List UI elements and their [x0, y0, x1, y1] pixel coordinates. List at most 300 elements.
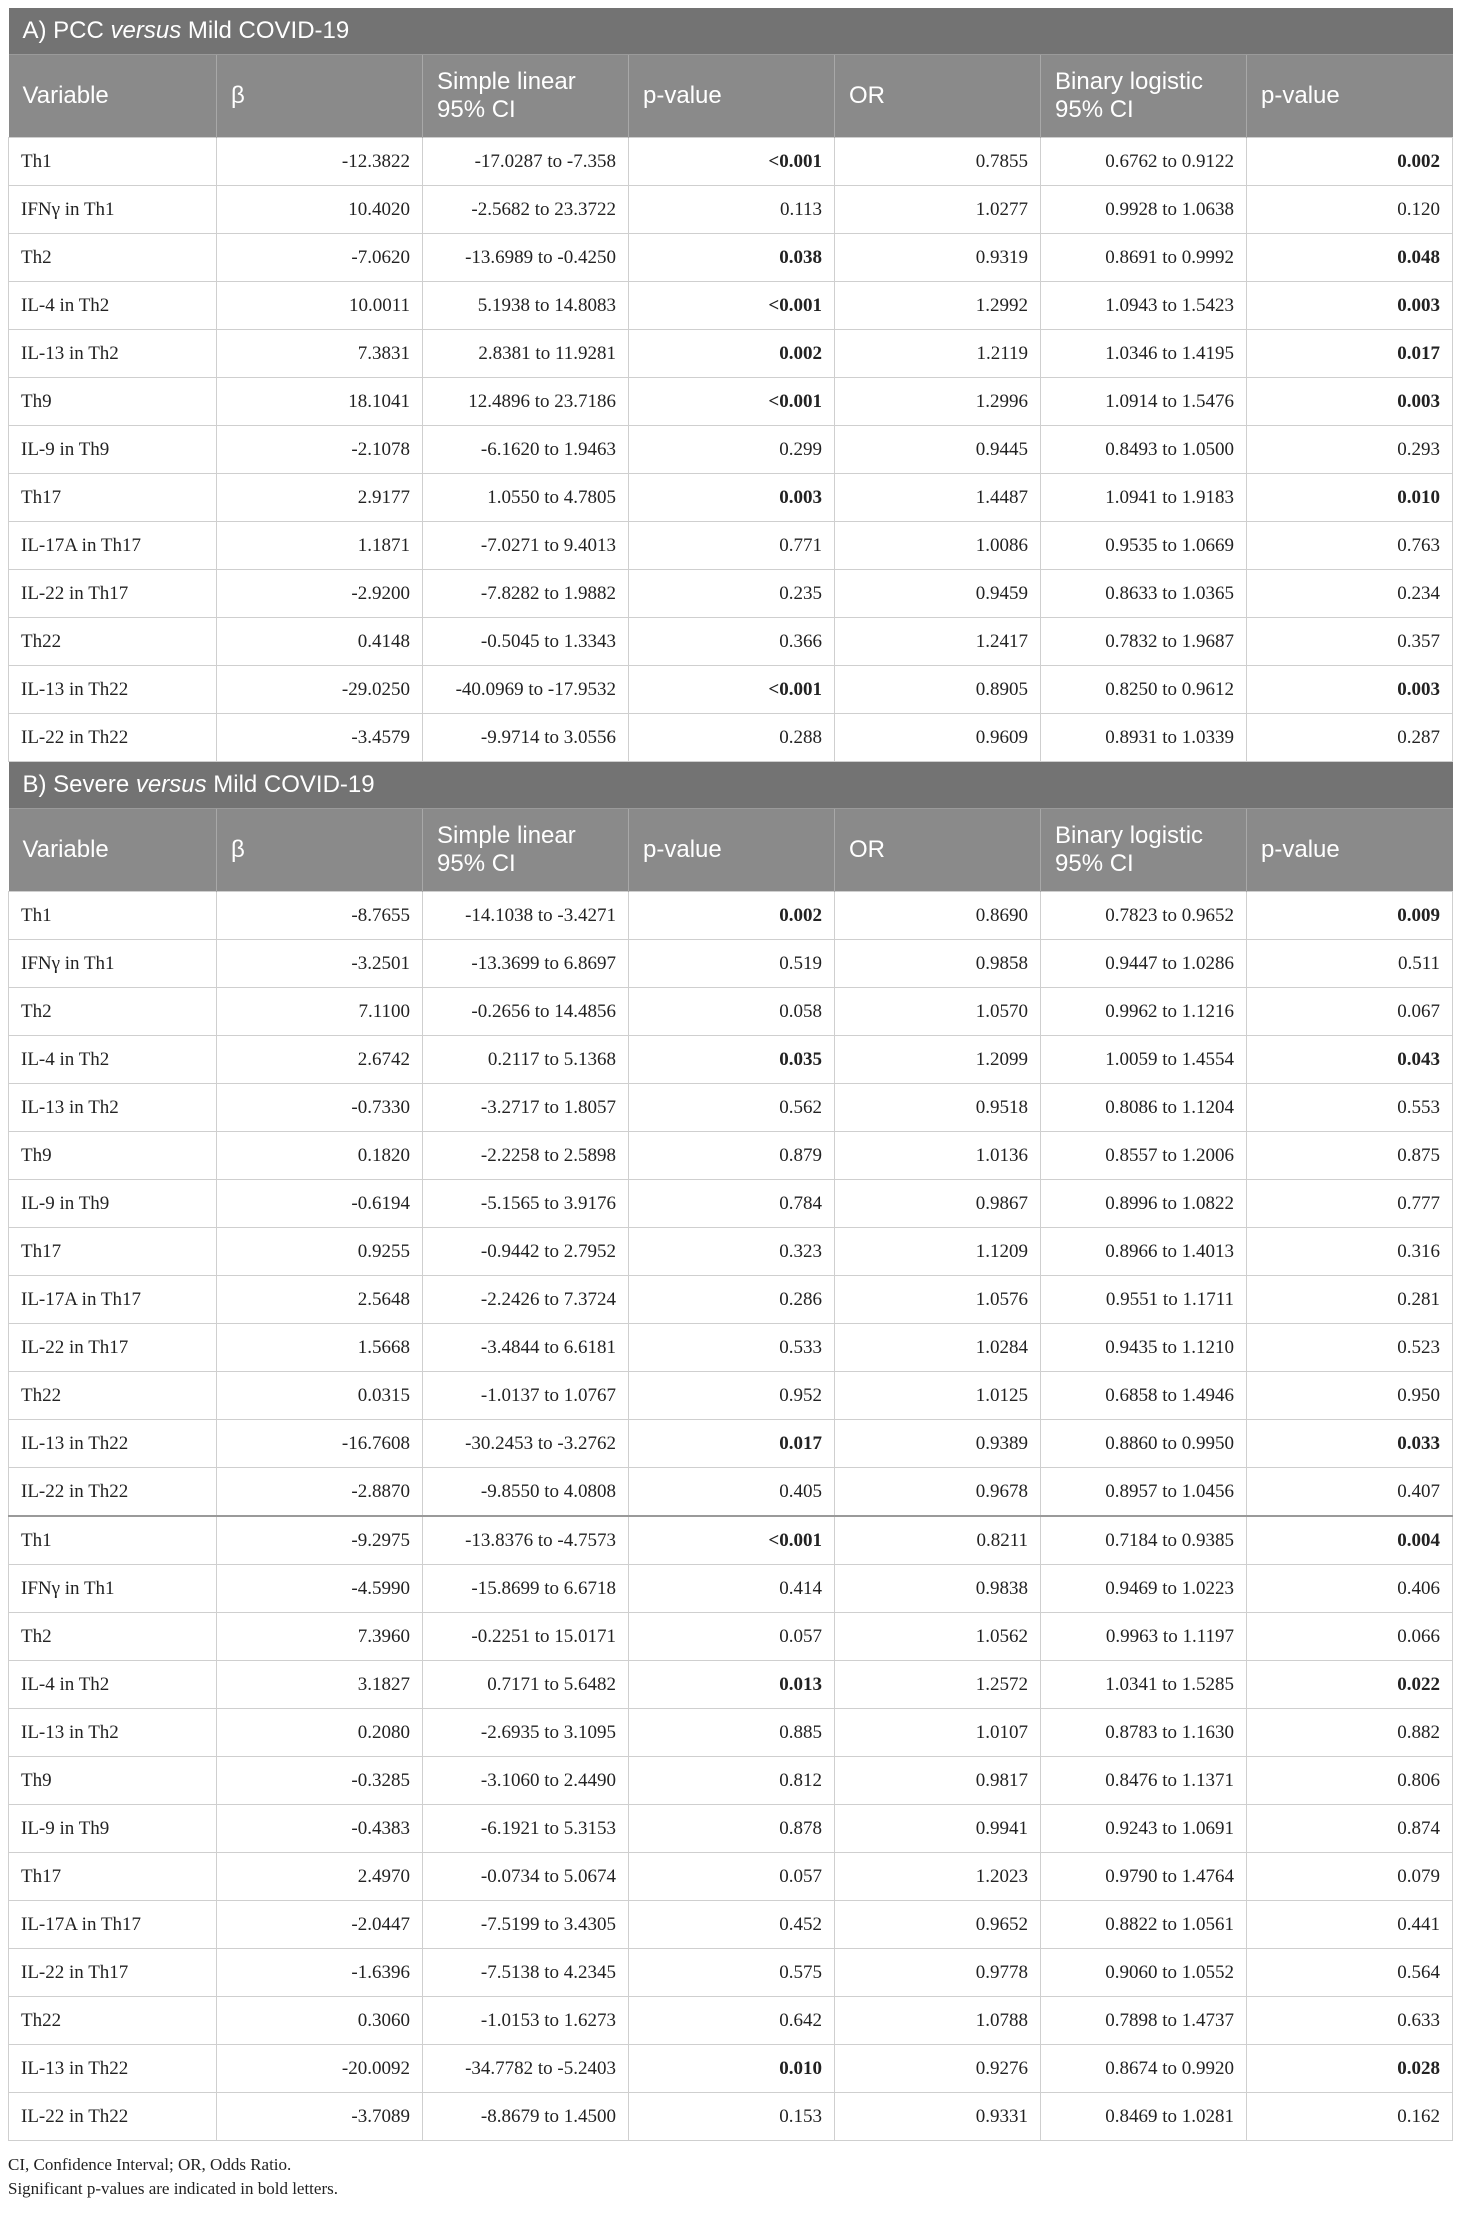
cell-odds-ratio: 0.9331 [835, 2093, 1041, 2141]
cell-variable: Th1 [9, 1516, 217, 1565]
cell-logistic-p: 0.028 [1247, 2045, 1453, 2093]
cell-odds-ratio: 0.9678 [835, 1468, 1041, 1517]
table-row [9, 1661, 1453, 1709]
cell-odds-ratio: 0.8690 [835, 892, 1041, 940]
cell-odds-ratio: 1.2992 [835, 282, 1041, 330]
cell-linear-ci: -13.3699 to 6.8697 [423, 940, 629, 988]
cell-odds-ratio: 1.2417 [835, 618, 1041, 666]
section-title-emphasis: versus [135, 771, 207, 798]
cell-odds-ratio: 1.0576 [835, 1276, 1041, 1324]
cell-beta: 10.0011 [217, 282, 423, 330]
cell-odds-ratio: 0.9609 [835, 714, 1041, 762]
table-row [9, 1372, 1453, 1420]
cell-logistic-p: 0.017 [1247, 330, 1453, 378]
cell-variable: Th22 [9, 1372, 217, 1420]
cell-logistic-p: 0.874 [1247, 1805, 1453, 1853]
cell-beta: -2.8870 [217, 1468, 423, 1517]
cell-beta: 7.3960 [217, 1613, 423, 1661]
cell-linear-p: 0.323 [629, 1228, 835, 1276]
cell-logistic-ci: 0.8476 to 1.1371 [1041, 1757, 1247, 1805]
cell-linear-p: 0.519 [629, 940, 835, 988]
cell-linear-ci: -2.2426 to 7.3724 [423, 1276, 629, 1324]
column-header-logistic-p: p-value [1247, 55, 1453, 138]
cell-logistic-ci: 0.6858 to 1.4946 [1041, 1372, 1247, 1420]
cell-beta: -2.0447 [217, 1901, 423, 1949]
table-row [9, 1565, 1453, 1613]
column-header-logistic-p: p-value [1247, 809, 1453, 892]
cell-logistic-p: 0.003 [1247, 378, 1453, 426]
cell-logistic-ci: 0.8633 to 1.0365 [1041, 570, 1247, 618]
cell-linear-ci: -1.0153 to 1.6273 [423, 1997, 629, 2045]
cell-logistic-ci: 0.9060 to 1.0552 [1041, 1949, 1247, 1997]
cell-linear-p: 0.017 [629, 1420, 835, 1468]
cell-odds-ratio: 1.2996 [835, 378, 1041, 426]
section-title-prefix: B) Severe [22, 771, 136, 798]
cell-odds-ratio: 1.0788 [835, 1997, 1041, 2045]
cell-beta: -3.7089 [217, 2093, 423, 2141]
cell-linear-ci: -14.1038 to -3.4271 [423, 892, 629, 940]
cell-logistic-p: 0.234 [1247, 570, 1453, 618]
cell-odds-ratio: 0.7855 [835, 138, 1041, 186]
cell-beta: 0.1820 [217, 1132, 423, 1180]
cell-linear-ci: -2.2258 to 2.5898 [423, 1132, 629, 1180]
cell-beta: 7.3831 [217, 330, 423, 378]
table-row [9, 1420, 1453, 1468]
cell-beta: 1.5668 [217, 1324, 423, 1372]
cell-logistic-p: 0.003 [1247, 282, 1453, 330]
cell-linear-ci: -5.1565 to 3.9176 [423, 1180, 629, 1228]
cell-logistic-p: 0.120 [1247, 186, 1453, 234]
cell-logistic-ci: 0.8493 to 1.0500 [1041, 426, 1247, 474]
cell-beta: -16.7608 [217, 1420, 423, 1468]
table-row [9, 1805, 1453, 1853]
cell-variable: Th17 [9, 474, 217, 522]
cell-logistic-p: 0.511 [1247, 940, 1453, 988]
cell-variable: IL-13 in Th22 [9, 2045, 217, 2093]
column-header-linear-ci: Simple linear 95% CI [423, 809, 629, 892]
cell-logistic-p: 0.010 [1247, 474, 1453, 522]
cell-beta: -1.6396 [217, 1949, 423, 1997]
cell-logistic-ci: 0.8957 to 1.0456 [1041, 1468, 1247, 1517]
cell-logistic-p: 0.523 [1247, 1324, 1453, 1372]
cell-linear-p: 0.153 [629, 2093, 835, 2141]
cell-logistic-p: 0.357 [1247, 618, 1453, 666]
cell-logistic-ci: 0.8822 to 1.0561 [1041, 1901, 1247, 1949]
cell-variable: IL-22 in Th22 [9, 2093, 217, 2141]
cell-variable: IL-9 in Th9 [9, 426, 217, 474]
cell-logistic-p: 0.777 [1247, 1180, 1453, 1228]
cell-linear-ci: -17.0287 to -7.358 [423, 138, 629, 186]
cell-linear-ci: -0.5045 to 1.3343 [423, 618, 629, 666]
table-row [9, 1036, 1453, 1084]
cell-logistic-p: 0.162 [1247, 2093, 1453, 2141]
cell-variable: IL-22 in Th17 [9, 570, 217, 618]
table-row [9, 666, 1453, 714]
cell-logistic-p: 0.406 [1247, 1565, 1453, 1613]
cell-beta: -2.1078 [217, 426, 423, 474]
cell-variable: Th2 [9, 988, 217, 1036]
cell-linear-ci: -6.1620 to 1.9463 [423, 426, 629, 474]
cell-odds-ratio: 0.9319 [835, 234, 1041, 282]
cell-odds-ratio: 0.9858 [835, 940, 1041, 988]
cell-beta: 0.0315 [217, 1372, 423, 1420]
cell-linear-p: 0.113 [629, 186, 835, 234]
cell-variable: IL-22 in Th17 [9, 1324, 217, 1372]
cell-variable: IFNγ in Th1 [9, 186, 217, 234]
cell-linear-ci: -7.0271 to 9.4013 [423, 522, 629, 570]
column-header-logistic-ci: Binary logistic 95% CI [1041, 809, 1247, 892]
cell-linear-p: 0.562 [629, 1084, 835, 1132]
cell-variable: IL-22 in Th22 [9, 714, 217, 762]
cell-logistic-ci: 1.0341 to 1.5285 [1041, 1661, 1247, 1709]
cell-linear-p: 0.771 [629, 522, 835, 570]
cell-beta: -0.3285 [217, 1757, 423, 1805]
cell-odds-ratio: 0.9778 [835, 1949, 1041, 1997]
cell-linear-ci: -9.9714 to 3.0556 [423, 714, 629, 762]
cell-variable: Th17 [9, 1853, 217, 1901]
cell-logistic-ci: 0.9963 to 1.1197 [1041, 1613, 1247, 1661]
cell-logistic-ci: 0.8860 to 0.9950 [1041, 1420, 1247, 1468]
cell-logistic-p: 0.407 [1247, 1468, 1453, 1517]
cell-beta: 10.4020 [217, 186, 423, 234]
cell-logistic-p: 0.763 [1247, 522, 1453, 570]
cell-linear-p: 0.642 [629, 1997, 835, 2045]
cell-beta: 2.6742 [217, 1036, 423, 1084]
cell-logistic-ci: 0.7898 to 1.4737 [1041, 1997, 1247, 2045]
cell-odds-ratio: 1.0562 [835, 1613, 1041, 1661]
table-row [9, 1132, 1453, 1180]
cell-logistic-p: 0.003 [1247, 666, 1453, 714]
cell-variable: IL-9 in Th9 [9, 1180, 217, 1228]
cell-logistic-p: 0.882 [1247, 1709, 1453, 1757]
cell-variable: Th1 [9, 892, 217, 940]
cell-beta: -4.5990 [217, 1565, 423, 1613]
cell-linear-p: 0.299 [629, 426, 835, 474]
cell-odds-ratio: 0.9518 [835, 1084, 1041, 1132]
cell-logistic-p: 0.009 [1247, 892, 1453, 940]
cell-linear-ci: -7.8282 to 1.9882 [423, 570, 629, 618]
column-header-logistic-ci: Binary logistic 95% CI [1041, 55, 1247, 138]
table-row [9, 1468, 1453, 1517]
cell-logistic-p: 0.004 [1247, 1516, 1453, 1565]
cell-beta: -3.4579 [217, 714, 423, 762]
cell-variable: Th2 [9, 1613, 217, 1661]
cell-beta: 7.1100 [217, 988, 423, 1036]
cell-beta: -12.3822 [217, 138, 423, 186]
cell-linear-ci: 1.0550 to 4.7805 [423, 474, 629, 522]
cell-odds-ratio: 0.9941 [835, 1805, 1041, 1853]
cell-beta: 18.1041 [217, 378, 423, 426]
table-row [9, 234, 1453, 282]
cell-variable: Th22 [9, 618, 217, 666]
cell-linear-p: 0.784 [629, 1180, 835, 1228]
table-row [9, 570, 1453, 618]
cell-variable: Th9 [9, 378, 217, 426]
cell-linear-p: 0.952 [629, 1372, 835, 1420]
table-row [9, 378, 1453, 426]
cell-linear-ci: 12.4896 to 23.7186 [423, 378, 629, 426]
cell-logistic-ci: 0.9447 to 1.0286 [1041, 940, 1247, 988]
cell-linear-ci: -40.0969 to -17.9532 [423, 666, 629, 714]
table-row [9, 1276, 1453, 1324]
cell-variable: Th9 [9, 1757, 217, 1805]
column-header-odds-ratio: OR [835, 55, 1041, 138]
section-title-emphasis: versus [110, 17, 182, 44]
cell-variable: IL-4 in Th2 [9, 1036, 217, 1084]
cell-linear-ci: -30.2453 to -3.2762 [423, 1420, 629, 1468]
cell-beta: -9.2975 [217, 1516, 423, 1565]
cell-linear-p: 0.013 [629, 1661, 835, 1709]
cell-linear-ci: -9.8550 to 4.0808 [423, 1468, 629, 1517]
cell-beta: -0.7330 [217, 1084, 423, 1132]
cell-logistic-ci: 0.8674 to 0.9920 [1041, 2045, 1247, 2093]
cell-logistic-p: 0.950 [1247, 1372, 1453, 1420]
cell-odds-ratio: 0.9389 [835, 1420, 1041, 1468]
cell-logistic-ci: 0.8966 to 1.4013 [1041, 1228, 1247, 1276]
cell-linear-ci: -13.8376 to -4.7573 [423, 1516, 629, 1565]
cell-logistic-p: 0.293 [1247, 426, 1453, 474]
cell-linear-ci: -34.7782 to -5.2403 [423, 2045, 629, 2093]
cell-logistic-ci: 0.9535 to 1.0669 [1041, 522, 1247, 570]
table-row [9, 1613, 1453, 1661]
cell-variable: IL-13 in Th2 [9, 1084, 217, 1132]
cell-linear-p: 0.010 [629, 2045, 835, 2093]
cell-odds-ratio: 0.9276 [835, 2045, 1041, 2093]
cell-beta: 2.5648 [217, 1276, 423, 1324]
table-row [9, 1324, 1453, 1372]
table-row [9, 2093, 1453, 2141]
cell-beta: -0.6194 [217, 1180, 423, 1228]
cell-variable: Th22 [9, 1997, 217, 2045]
cell-linear-p: 0.002 [629, 330, 835, 378]
cell-logistic-p: 0.002 [1247, 138, 1453, 186]
cell-logistic-ci: 1.0943 to 1.5423 [1041, 282, 1247, 330]
cell-odds-ratio: 1.0107 [835, 1709, 1041, 1757]
cell-logistic-ci: 0.9243 to 1.0691 [1041, 1805, 1247, 1853]
cell-odds-ratio: 1.2572 [835, 1661, 1041, 1709]
cell-logistic-ci: 0.7832 to 1.9687 [1041, 618, 1247, 666]
cell-odds-ratio: 1.2023 [835, 1853, 1041, 1901]
cell-linear-ci: 0.2117 to 5.1368 [423, 1036, 629, 1084]
footnote-significance: Significant p-values are indicated in bold letters. [8, 2179, 338, 2198]
table-row [9, 474, 1453, 522]
table-row [9, 522, 1453, 570]
table-row [9, 1853, 1453, 1901]
results-table-container [8, 8, 1452, 2201]
cell-logistic-ci: 0.9469 to 1.0223 [1041, 1565, 1247, 1613]
cell-variable: IL-13 in Th2 [9, 1709, 217, 1757]
cell-odds-ratio: 1.2119 [835, 330, 1041, 378]
cell-beta: -20.0092 [217, 2045, 423, 2093]
table-row [9, 1709, 1453, 1757]
cell-linear-ci: -6.1921 to 5.3153 [423, 1805, 629, 1853]
section-title-suffix: Mild COVID-19 [206, 771, 375, 798]
cell-linear-p: 0.878 [629, 1805, 835, 1853]
cell-logistic-p: 0.067 [1247, 988, 1453, 1036]
cell-logistic-p: 0.806 [1247, 1757, 1453, 1805]
table-row [9, 1084, 1453, 1132]
cell-odds-ratio: 1.0125 [835, 1372, 1041, 1420]
table-footnotes [8, 2153, 1452, 2201]
table-row [9, 940, 1453, 988]
table-row [9, 1180, 1453, 1228]
cell-logistic-p: 0.281 [1247, 1276, 1453, 1324]
cell-logistic-p: 0.066 [1247, 1613, 1453, 1661]
section-title-row [9, 762, 1453, 809]
cell-linear-ci: -0.2656 to 14.4856 [423, 988, 629, 1036]
cell-linear-ci: 0.7171 to 5.6482 [423, 1661, 629, 1709]
cell-logistic-ci: 1.0914 to 1.5476 [1041, 378, 1247, 426]
column-header-linear-p: p-value [629, 55, 835, 138]
cell-logistic-p: 0.079 [1247, 1853, 1453, 1901]
table-row [9, 618, 1453, 666]
cell-beta: 0.9255 [217, 1228, 423, 1276]
cell-linear-p: 0.003 [629, 474, 835, 522]
table-row [9, 1949, 1453, 1997]
cell-odds-ratio: 1.0136 [835, 1132, 1041, 1180]
cell-linear-p: 0.812 [629, 1757, 835, 1805]
cell-variable: Th2 [9, 234, 217, 282]
cell-odds-ratio: 0.9652 [835, 1901, 1041, 1949]
cell-variable: IL-13 in Th22 [9, 666, 217, 714]
section-title [9, 762, 1453, 809]
results-table [8, 8, 1453, 2141]
cell-linear-p: 0.035 [629, 1036, 835, 1084]
cell-odds-ratio: 0.8211 [835, 1516, 1041, 1565]
cell-variable: IL-13 in Th2 [9, 330, 217, 378]
cell-linear-ci: -3.1060 to 2.4490 [423, 1757, 629, 1805]
cell-logistic-p: 0.043 [1247, 1036, 1453, 1084]
cell-linear-p: 0.057 [629, 1853, 835, 1901]
cell-beta: -3.2501 [217, 940, 423, 988]
table-row [9, 1997, 1453, 2045]
cell-logistic-p: 0.441 [1247, 1901, 1453, 1949]
cell-logistic-ci: 0.6762 to 0.9122 [1041, 138, 1247, 186]
cell-logistic-ci: 0.7823 to 0.9652 [1041, 892, 1247, 940]
cell-variable: Th1 [9, 138, 217, 186]
cell-beta: 0.4148 [217, 618, 423, 666]
cell-variable: IL-13 in Th22 [9, 1420, 217, 1468]
cell-odds-ratio: 0.8905 [835, 666, 1041, 714]
table-row [9, 330, 1453, 378]
cell-linear-p: <0.001 [629, 378, 835, 426]
cell-linear-ci: -7.5199 to 3.4305 [423, 1901, 629, 1949]
cell-logistic-p: 0.048 [1247, 234, 1453, 282]
cell-linear-ci: -0.9442 to 2.7952 [423, 1228, 629, 1276]
cell-linear-ci: -7.5138 to 4.2345 [423, 1949, 629, 1997]
cell-odds-ratio: 1.0277 [835, 186, 1041, 234]
cell-variable: IL-17A in Th17 [9, 1276, 217, 1324]
cell-beta: -8.7655 [217, 892, 423, 940]
cell-logistic-ci: 0.8783 to 1.1630 [1041, 1709, 1247, 1757]
cell-linear-p: 0.235 [629, 570, 835, 618]
cell-odds-ratio: 0.9867 [835, 1180, 1041, 1228]
cell-odds-ratio: 1.2099 [835, 1036, 1041, 1084]
cell-logistic-ci: 0.8557 to 1.2006 [1041, 1132, 1247, 1180]
section-title [9, 8, 1453, 55]
cell-beta: -7.0620 [217, 234, 423, 282]
cell-linear-p: <0.001 [629, 282, 835, 330]
cell-linear-p: 0.414 [629, 1565, 835, 1613]
cell-logistic-ci: 0.8931 to 1.0339 [1041, 714, 1247, 762]
table-row [9, 1228, 1453, 1276]
cell-linear-p: <0.001 [629, 138, 835, 186]
cell-linear-p: 0.885 [629, 1709, 835, 1757]
cell-odds-ratio: 0.9459 [835, 570, 1041, 618]
cell-beta: 1.1871 [217, 522, 423, 570]
cell-linear-ci: -3.4844 to 6.6181 [423, 1324, 629, 1372]
table-row [9, 1516, 1453, 1565]
cell-linear-p: 0.879 [629, 1132, 835, 1180]
table-row [9, 282, 1453, 330]
cell-linear-ci: -8.8679 to 1.4500 [423, 2093, 629, 2141]
table-row [9, 186, 1453, 234]
cell-odds-ratio: 1.0284 [835, 1324, 1041, 1372]
cell-logistic-ci: 0.8250 to 0.9612 [1041, 666, 1247, 714]
cell-linear-p: 0.057 [629, 1613, 835, 1661]
cell-beta: -2.9200 [217, 570, 423, 618]
cell-logistic-ci: 0.8086 to 1.1204 [1041, 1084, 1247, 1132]
cell-logistic-p: 0.287 [1247, 714, 1453, 762]
cell-logistic-ci: 1.0941 to 1.9183 [1041, 474, 1247, 522]
cell-beta: 2.4970 [217, 1853, 423, 1901]
cell-linear-p: 0.366 [629, 618, 835, 666]
footnote-abbreviations: CI, Confidence Interval; OR, Odds Ratio. [8, 2155, 292, 2174]
cell-linear-ci: -1.0137 to 1.0767 [423, 1372, 629, 1420]
cell-odds-ratio: 1.4487 [835, 474, 1041, 522]
cell-logistic-ci: 1.0059 to 1.4554 [1041, 1036, 1247, 1084]
cell-linear-ci: 2.8381 to 11.9281 [423, 330, 629, 378]
table-row [9, 138, 1453, 186]
cell-linear-p: 0.405 [629, 1468, 835, 1517]
cell-odds-ratio: 0.9817 [835, 1757, 1041, 1805]
cell-logistic-ci: 0.8469 to 1.0281 [1041, 2093, 1247, 2141]
results-table-body [9, 8, 1453, 2141]
table-row [9, 892, 1453, 940]
cell-logistic-p: 0.553 [1247, 1084, 1453, 1132]
cell-variable: IL-17A in Th17 [9, 1901, 217, 1949]
cell-linear-p: 0.058 [629, 988, 835, 1036]
section-title-row [9, 8, 1453, 55]
cell-variable: IFNγ in Th1 [9, 940, 217, 988]
cell-logistic-p: 0.022 [1247, 1661, 1453, 1709]
cell-logistic-ci: 1.0346 to 1.4195 [1041, 330, 1247, 378]
cell-linear-p: 0.286 [629, 1276, 835, 1324]
cell-beta: 0.3060 [217, 1997, 423, 2045]
cell-odds-ratio: 1.1209 [835, 1228, 1041, 1276]
cell-variable: IFNγ in Th1 [9, 1565, 217, 1613]
cell-variable: IL-4 in Th2 [9, 282, 217, 330]
cell-linear-ci: -0.2251 to 15.0171 [423, 1613, 629, 1661]
cell-logistic-ci: 0.8996 to 1.0822 [1041, 1180, 1247, 1228]
cell-logistic-p: 0.564 [1247, 1949, 1453, 1997]
table-row [9, 988, 1453, 1036]
cell-variable: IL-4 in Th2 [9, 1661, 217, 1709]
column-header-variable: Variable [9, 55, 217, 138]
cell-linear-ci: 5.1938 to 14.8083 [423, 282, 629, 330]
column-header-variable: Variable [9, 809, 217, 892]
cell-odds-ratio: 0.9838 [835, 1565, 1041, 1613]
column-header-row [9, 809, 1453, 892]
cell-logistic-ci: 0.9790 to 1.4764 [1041, 1853, 1247, 1901]
column-header-beta: β [217, 55, 423, 138]
cell-odds-ratio: 1.0570 [835, 988, 1041, 1036]
cell-linear-p: 0.533 [629, 1324, 835, 1372]
cell-linear-ci: -13.6989 to -0.4250 [423, 234, 629, 282]
column-header-odds-ratio: OR [835, 809, 1041, 892]
cell-beta: -29.0250 [217, 666, 423, 714]
cell-odds-ratio: 1.0086 [835, 522, 1041, 570]
